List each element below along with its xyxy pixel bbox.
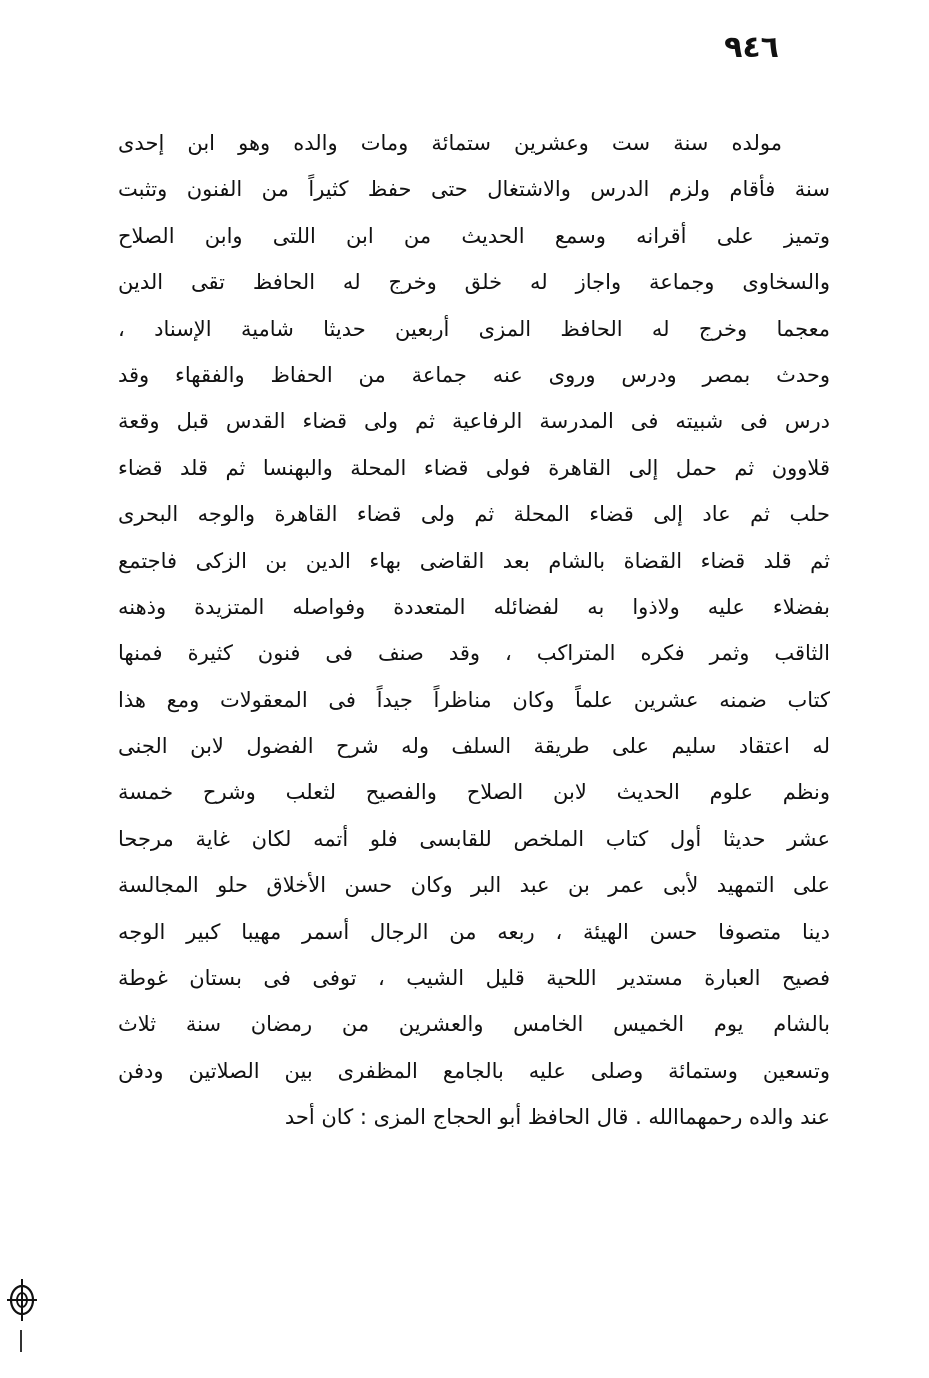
text-line: بالشام يوم الخميس الخامس والعشرين من رمضان سنة ثلاث	[118, 1012, 830, 1037]
text-line: كتاب ضمنه عشرين علماً وكان مناظراً جيداً فى المعقولات ومع هذا	[118, 687, 830, 712]
text-line: مولده سنة ست وعشرين ستمائة ومات والده وهو ابن إحدى	[118, 131, 782, 155]
text-line: معجما وخرج له الحافظ المزى أربعين حديثا شامية الإسناد ،	[118, 316, 830, 341]
text-line: ثم قلد قضاء القضاة بالشام بعد القاضى بهاء الدين بن الزكى فاجتمع	[118, 548, 830, 573]
text-line: وتسعين وستمائة وصلى عليه بالجامع المظفرى بين الصلاتين ودفن	[118, 1058, 830, 1083]
text-line: له اعتقاد سليم على طريقة السلف وله شرح الفضول لابن الجنى	[118, 734, 830, 759]
page-number: ٩٤٦	[724, 30, 779, 65]
text-line: فصيح العبارة مستدير اللحية قليل الشيب ، توفى فى بستان غوطة	[118, 966, 830, 991]
text-line: عشر حديثا أول كتاب الملخص للقابسى فلو أتمه لكان غاية مرجحا	[118, 826, 830, 851]
body-text	[118, 120, 830, 1141]
text-line: وحدث بمصر ودرس وروى عنه جماعة من الحفاظ والفقهاء وقد	[118, 362, 830, 387]
text-line: ونظم علوم الحديث لابن الصلاح والفصيح لثعلب وشرح خمسة	[118, 780, 830, 805]
text-line: درس فى شبيته فى المدرسة الرفاعية ثم ولى قضاء القدس قبل وقعة	[118, 409, 830, 434]
text-line: على التمهيد لأبى عمر بن عبد البر وكان حسن الأخلاق حلو المجالسة	[118, 873, 830, 898]
margin-mark	[20, 1330, 22, 1352]
text-line: قلاوون ثم حمل إلى القاهرة فولى قضاء المحلة والبهنسا ثم قلد قضاء	[118, 455, 830, 480]
text-line: حلب ثم عاد إلى قضاء المحلة ثم ولى قضاء القاهرة والوجه البحرى	[118, 502, 830, 527]
text-line: دينا متصوفا حسن الهيئة ، ربعه من الرجال أسمر مهيبا كبير الوجه	[118, 919, 830, 944]
text-line: بفضلاء عليه ولاذوا به لفضائله المتعددة وفواصله المتزيدة وذهنه	[118, 594, 830, 619]
text-line: وتميز على أقرانه وسمع الحديث من ابن اللتى وابن الصلاح	[118, 223, 830, 248]
text-line: والسخاوى وجماعة واجاز له خلق وخرج له الحافظ تقى الدين	[118, 270, 830, 295]
text-line: عند والده رحمهماالله . قال الحافظ أبو الحجاج المزى : كان أحد	[284, 1105, 830, 1130]
registration-target-icon	[4, 1276, 40, 1324]
text-line: الثاقب وثمر فكره المتراكب ، وقد صنف فى فنون كثيرة فمنها	[118, 641, 830, 666]
text-line: سنة فأقام ولزم الدرس والاشتغال حتى حفظ كثيراً من الفنون وتثبت	[118, 177, 830, 202]
